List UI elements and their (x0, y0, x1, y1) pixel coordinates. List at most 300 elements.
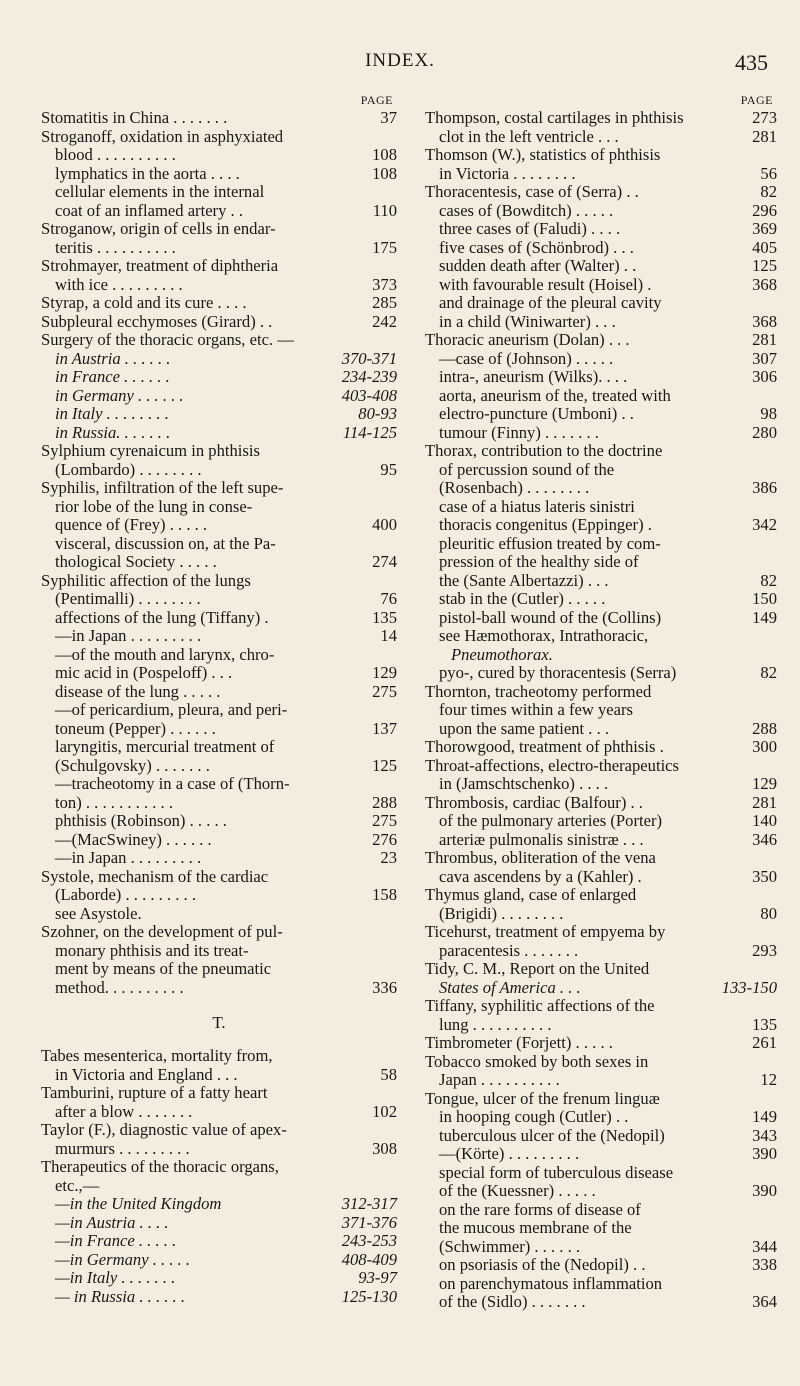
index-entry-text: tuberculous ulcer of the (Nedopil) (439, 1125, 665, 1145)
index-page-ref: 175 (372, 237, 397, 257)
index-entry-text: (Schwimmer) . . . . . . (439, 1236, 581, 1256)
index-page-ref: 242 (372, 311, 397, 331)
index-page-ref: 288 (752, 718, 777, 738)
index-line (425, 1145, 777, 1164)
index-entry-text: Ticehurst, treatment of empyema by (425, 922, 666, 941)
index-page-ref: 300 (752, 737, 777, 756)
index-entry-text: phthisis (Robinson) . . . . . (55, 811, 227, 830)
index-page-ref: 80-93 (358, 404, 397, 423)
index-entry-text: in Austria . . . . . . (55, 348, 171, 368)
index-line (41, 738, 397, 757)
index-page-ref: 308 (372, 1138, 397, 1158)
index-line (41, 1214, 397, 1233)
index-page-ref: 408-409 (341, 1249, 397, 1269)
index-line (425, 405, 777, 424)
index-page-ref: 23 (380, 848, 397, 867)
index-entry-text: in Italy . . . . . . . . (55, 404, 169, 423)
index-entry-text: cava ascendens by a (Kahler) . (439, 866, 642, 886)
index-entry-text: affections of the lung (Tiffany) . (55, 607, 269, 627)
index-entry-text: aorta, aneurism of the, treated with (439, 385, 671, 405)
index-line (425, 572, 777, 591)
index-entry-text: of percussion sound of the (439, 459, 615, 479)
index-line (41, 701, 397, 720)
index-entry-text: thological Society . . . . . (55, 552, 217, 571)
index-page-ref: 129 (752, 774, 777, 793)
index-entry-text: of the (Sidlo) . . . . . . . (439, 1292, 586, 1311)
index-page-ref: 135 (372, 607, 397, 627)
index-entry-text: (Pentimalli) . . . . . . . . (55, 589, 201, 608)
index-entry-text: Thoracic aneurism (Dolan) . . . (425, 330, 630, 349)
index-entry-text: blood . . . . . . . . . . (55, 145, 176, 164)
index-entry-text: Tamburini, rupture of a fatty heart (41, 1083, 268, 1102)
index-entry-text: States of America . . . (439, 977, 581, 997)
index-entries-s (41, 109, 397, 997)
index-line (41, 553, 397, 572)
index-line (425, 220, 777, 239)
index-line (41, 1269, 397, 1288)
index-entry-text: in Germany . . . . . . (55, 385, 184, 405)
index-line (41, 812, 397, 831)
index-line (41, 664, 397, 683)
index-entry-text: Stroganow, origin of cells in endar- (41, 219, 276, 238)
index-entry-text: after a blow . . . . . . . (55, 1101, 193, 1121)
index-entry-text: visceral, discussion on, at the Pa- (55, 533, 276, 553)
section-letter: T. (212, 1013, 226, 1032)
index-line (41, 609, 397, 628)
index-page-ref: 368 (752, 311, 777, 331)
index-line (425, 849, 777, 868)
index-page-ref: 400 (372, 515, 397, 534)
index-entry-text: method. . . . . . . . . . (55, 977, 184, 997)
index-line (425, 1219, 777, 1238)
index-entry-text: —in France . . . . . (55, 1231, 177, 1250)
index-line (425, 257, 777, 276)
index-line (425, 1127, 777, 1146)
page-header (0, 50, 800, 80)
index-entry-text: (Rosenbach) . . . . . . . . (439, 478, 590, 497)
index-page-ref: 336 (372, 977, 397, 997)
index-entry-text: Stomatitis in China . . . . . . . (41, 108, 228, 127)
index-entry-text: in a child (Winiwarter) . . . (439, 311, 616, 331)
index-page-ref: 102 (372, 1101, 397, 1121)
index-line (425, 757, 777, 776)
index-page-ref: 125-130 (341, 1286, 397, 1306)
index-page-ref: 288 (372, 792, 397, 812)
index-page-ref: 98 (760, 404, 777, 423)
index-entry-text: Throat-affections, electro-therapeutics (425, 755, 680, 775)
index-entry-text: monary phthisis and its treat- (55, 940, 249, 960)
index-line (41, 109, 397, 128)
index-entry-text: —tracheotomy in a case of (Thorn- (55, 774, 290, 793)
index-line (425, 350, 777, 369)
index-line (41, 590, 397, 609)
index-line (425, 1293, 777, 1312)
index-page-ref: 306 (752, 367, 777, 386)
index-entry-text: upon the same patient . . . (439, 718, 610, 738)
index-line (41, 1066, 397, 1085)
index-entry-text: lung . . . . . . . . . . (439, 1014, 552, 1034)
index-page-ref: 371-376 (341, 1212, 397, 1232)
index-page-ref: 338 (752, 1255, 777, 1274)
index-entry-text: with ice . . . . . . . . . (55, 274, 183, 294)
index-line (425, 387, 777, 406)
index-line (41, 276, 397, 295)
index-line (425, 812, 777, 831)
index-line (425, 183, 777, 202)
index-line (41, 146, 397, 165)
index-line (41, 1232, 397, 1251)
index-page-ref: 275 (372, 681, 397, 701)
index-line (425, 442, 777, 461)
index-page-ref: 125 (752, 256, 777, 275)
index-entry-text: —case of (Johnson) . . . . . (439, 348, 614, 368)
column-page-label: PAGE (360, 93, 393, 107)
index-entry-text: cellular elements in the internal (55, 182, 265, 201)
index-line (41, 1047, 397, 1066)
index-page-ref: 137 (372, 718, 397, 738)
page-number: 435 (735, 50, 768, 75)
index-line (425, 535, 777, 554)
index-entry-text: (Schulgovsky) . . . . . . . (55, 755, 210, 775)
index-line (41, 405, 397, 424)
index-entry-text: in hooping cough (Cutler) . . (439, 1107, 629, 1126)
index-line (425, 294, 777, 313)
index-line (425, 683, 777, 702)
index-page-ref: 58 (380, 1064, 397, 1084)
index-entry-text: see Hæmothorax, Intrathoracic, (439, 626, 649, 645)
index-entry-text: intra-, aneurism (Wilks). . . . (439, 367, 628, 386)
index-page-ref: 234-239 (341, 367, 397, 386)
index-line (41, 257, 397, 276)
index-entry-text: Tongue, ulcer of the frenum linguæ (425, 1088, 660, 1108)
index-entry-text: murmurs . . . . . . . . . (55, 1138, 190, 1158)
index-entry-text: the (Sante Albertazzi) . . . (439, 570, 609, 590)
index-entry-text: Surgery of the thoracic organs, etc. — (41, 330, 294, 349)
index-entry-text: Syphilitic affection of the lungs (41, 570, 251, 590)
index-page-ref: 390 (752, 1144, 777, 1163)
index-page-ref: 95 (380, 459, 397, 479)
index-entry-text: stab in the (Cutler) . . . . . (439, 589, 606, 608)
index-page-ref: 140 (752, 811, 777, 830)
index-page-ref: 280 (752, 422, 777, 442)
index-line (425, 590, 777, 609)
index-page-ref: 108 (372, 145, 397, 164)
index-line (41, 202, 397, 221)
index-line (425, 627, 777, 646)
index-entry-text: in France . . . . . . (55, 367, 170, 386)
index-line (41, 1288, 397, 1307)
index-line (41, 1121, 397, 1140)
index-line (41, 794, 397, 813)
index-page-ref: 386 (752, 478, 777, 497)
index-entries-t (41, 1047, 397, 1306)
index-page-ref: 390 (752, 1181, 777, 1200)
index-entry-text: ton) . . . . . . . . . . . (55, 792, 173, 812)
index-page-ref: 405 (752, 237, 777, 257)
index-entry-text: —in Japan . . . . . . . . . (55, 848, 202, 867)
index-line (425, 794, 777, 813)
index-entry-text: special form of tuberculous disease (439, 1162, 674, 1182)
index-line (425, 498, 777, 517)
index-page-ref: 133-150 (721, 977, 777, 997)
index-page-ref: 368 (752, 274, 777, 294)
index-entry-text: mic acid in (Pospeloff) . . . (55, 663, 233, 682)
index-entry-text: (Brigidi) . . . . . . . . (439, 903, 564, 923)
index-page-ref: 76 (380, 589, 397, 608)
index-page-ref: 14 (380, 626, 397, 645)
index-entry-text: Tiffany, syphilitic affections of the (425, 996, 655, 1015)
index-entry-text: sudden death after (Walter) . . (439, 256, 637, 275)
index-line (41, 905, 397, 924)
index-page-ref: 275 (372, 811, 397, 830)
index-line (41, 220, 397, 239)
index-line (425, 960, 777, 979)
index-line (425, 905, 777, 924)
index-line (425, 701, 777, 720)
index-line (41, 627, 397, 646)
index-entry-text: (Laborde) . . . . . . . . . (55, 885, 197, 904)
index-entry-text: Taylor (F.), diagnostic value of apex- (41, 1120, 287, 1139)
index-line (41, 831, 397, 850)
index-entry-text: in (Jamschtschenko) . . . . (439, 774, 609, 793)
index-line (41, 535, 397, 554)
index-entry-text: Thompson, costal cartilages in phthisis (425, 108, 684, 127)
index-line (425, 239, 777, 258)
index-page-ref: 370-371 (341, 348, 397, 368)
index-line (41, 868, 397, 887)
index-line (425, 331, 777, 350)
index-entries-t-continued (425, 109, 777, 1312)
index-page-ref: 281 (752, 126, 777, 146)
index-entry-text: in Victoria . . . . . . . . (439, 163, 576, 183)
index-line (41, 757, 397, 776)
index-column-left (41, 92, 397, 1306)
index-line (41, 239, 397, 258)
index-entry-text: Thomson (W.), statistics of phthisis (425, 145, 661, 164)
index-line (41, 1177, 397, 1196)
index-line (41, 1251, 397, 1270)
index-line (425, 109, 777, 128)
index-page-ref: 344 (752, 1236, 777, 1256)
index-entry-text: three cases of (Faludi) . . . . (439, 219, 621, 238)
index-entry-text: rior lobe of the lung in conse- (55, 496, 253, 516)
index-entry-text: —(MacSwiney) . . . . . . (55, 829, 212, 849)
index-page-ref: 307 (752, 348, 777, 368)
index-entry-text: Thorowgood, treatment of phthisis . (425, 737, 664, 756)
index-line (425, 146, 777, 165)
index-entry-text: Stroganoff, oxidation in asphyxiated (41, 126, 284, 146)
index-line (425, 313, 777, 332)
index-line (425, 461, 777, 480)
index-page-ref: 350 (752, 866, 777, 886)
index-page-ref: 82 (760, 570, 777, 590)
index-line (425, 646, 777, 665)
index-line (41, 479, 397, 498)
index-entry-text: four times within a few years (439, 700, 633, 719)
index-entry-text: Syphilis, infiltration of the left supe- (41, 478, 284, 497)
index-page-ref: 149 (752, 607, 777, 627)
index-line (425, 1053, 777, 1072)
index-page-ref: 312-317 (341, 1194, 397, 1213)
index-page-ref: 243-253 (341, 1231, 397, 1250)
index-entry-text: Thorax, contribution to the doctrine (425, 441, 663, 460)
index-line (425, 1108, 777, 1127)
index-page-ref: 343 (752, 1125, 777, 1145)
index-line (41, 1158, 397, 1177)
index-page-ref: 12 (760, 1070, 777, 1089)
index-page-ref: 281 (752, 330, 777, 349)
index-entry-text: Sylphium cyrenaicum in phthisis (41, 441, 260, 460)
index-line (425, 1164, 777, 1183)
index-entry-text: — in Russia . . . . . . (55, 1286, 185, 1306)
index-line (41, 461, 397, 480)
index-page-ref: 274 (372, 552, 397, 571)
index-entry-text: Subpleural ecchymoses (Girard) . . (41, 311, 273, 331)
index-entry-text: disease of the lung . . . . . (55, 681, 221, 701)
index-line (41, 1103, 397, 1122)
index-line (425, 1090, 777, 1109)
index-page-ref: 296 (752, 200, 777, 220)
index-line (41, 683, 397, 702)
index-entry-text: pistol-ball wound of the (Collins) (439, 607, 662, 627)
index-line (41, 368, 397, 387)
index-line (425, 1034, 777, 1053)
index-entry-text: Thrombosis, cardiac (Balfour) . . (425, 792, 643, 812)
index-page-ref: 261 (752, 1033, 777, 1052)
index-entry-text: thoracis congenitus (Eppinger) . (439, 515, 652, 534)
index-page-ref: 150 (752, 589, 777, 608)
index-line (425, 868, 777, 887)
index-line (425, 775, 777, 794)
index-entry-text: —in Germany . . . . . (55, 1249, 191, 1269)
index-entry-text: with favourable result (Hoisel) . (439, 274, 652, 294)
index-line (425, 1275, 777, 1294)
index-entry-text: Strohmayer, treatment of diphtheria (41, 256, 279, 275)
index-entry-text: pression of the healthy side of (439, 552, 639, 571)
index-line (41, 128, 397, 147)
index-entry-text: on psoriasis of the (Nedopil) . . (439, 1255, 646, 1274)
index-entry-text: Timbrometer (Forjett) . . . . . (425, 1033, 613, 1052)
index-page-ref: 110 (372, 200, 397, 220)
index-line (425, 664, 777, 683)
index-line (41, 424, 397, 443)
index-entry-text: pyo-, cured by thoracentesis (Serra) (439, 663, 677, 682)
index-line (41, 331, 397, 350)
index-entry-text: —in Japan . . . . . . . . . (55, 626, 202, 645)
index-entry-text: ment by means of the pneumatic (55, 959, 272, 978)
index-line (41, 516, 397, 535)
index-page-ref: 342 (752, 515, 777, 534)
index-entry-text: Thoracentesis, case of (Serra) . . (425, 182, 639, 201)
index-entry-text: Thymus gland, case of enlarged (425, 885, 637, 904)
index-line (41, 1195, 397, 1214)
index-line (41, 942, 397, 961)
index-entry-text: of the (Kuessner) . . . . . (439, 1181, 596, 1200)
index-entry-text: in Victoria and England . . . (55, 1064, 238, 1084)
index-entry-text: —of pericardium, pleura, and peri- (55, 700, 288, 719)
index-entry-text: —of the mouth and larynx, chro- (55, 644, 275, 664)
index-entry-text: Tidy, C. M., Report on the United (425, 959, 650, 978)
index-page-ref: 346 (752, 829, 777, 849)
index-line (41, 350, 397, 369)
index-line (41, 498, 397, 517)
index-entry-text: (Lombardo) . . . . . . . . (55, 459, 202, 479)
index-line (425, 979, 777, 998)
index-line (41, 1084, 397, 1103)
index-line (425, 165, 777, 184)
index-line (425, 1016, 777, 1035)
index-page-ref: 80 (760, 903, 777, 923)
index-entry-text: five cases of (Schönbrod) . . . (439, 237, 634, 257)
index-entry-text: paracentesis . . . . . . . (439, 940, 579, 960)
index-entry-text: the mucous membrane of the (439, 1218, 632, 1237)
index-page-ref: 37 (380, 108, 397, 127)
index-entry-text: Szohner, on the development of pul- (41, 922, 283, 941)
index-line (41, 849, 397, 868)
index-entry-text: case of a hiatus lateris sinistri (439, 496, 635, 516)
index-page-ref: 108 (372, 163, 397, 183)
index-line (425, 738, 777, 757)
index-entry-text: on parenchymatous inflammation (439, 1273, 663, 1293)
index-line (425, 202, 777, 221)
index-entry-text: Pneumothorax. (451, 644, 553, 664)
index-line (41, 960, 397, 979)
index-line (425, 1182, 777, 1201)
index-entry-text: in Russia. . . . . . . (55, 422, 171, 442)
index-entry-text: —in Austria . . . . (55, 1212, 169, 1232)
index-line (425, 516, 777, 535)
index-line (41, 165, 397, 184)
index-page-ref: 93-97 (358, 1268, 397, 1287)
index-line (41, 572, 397, 591)
column-page-label: PAGE (740, 93, 773, 107)
index-line (425, 886, 777, 905)
index-line (41, 720, 397, 739)
index-entry-text: Styrap, a cold and its cure . . . . (41, 293, 247, 312)
index-page-ref: 56 (760, 163, 777, 183)
index-line (41, 1140, 397, 1159)
index-entry-text: Japan . . . . . . . . . . (439, 1070, 560, 1089)
index-entry-text: cases of (Bowditch) . . . . . (439, 200, 614, 220)
index-page-ref: 129 (372, 663, 397, 682)
index-line (425, 1256, 777, 1275)
index-entry-text: quence of (Frey) . . . . . (55, 515, 208, 534)
index-page-ref: 369 (752, 219, 777, 238)
index-line (41, 387, 397, 406)
index-entry-text: arteriæ pulmonalis sinistræ . . . (439, 829, 644, 849)
index-page-ref: 293 (752, 940, 777, 960)
index-entry-text: see Asystole. (55, 903, 142, 923)
index-line (425, 923, 777, 942)
index-entry-text: toneum (Pepper) . . . . . . (55, 718, 216, 738)
index-line (425, 831, 777, 850)
index-page-ref: 82 (760, 182, 777, 201)
index-page-ref: 285 (372, 293, 397, 312)
index-entry-text: tumour (Finny) . . . . . . . (439, 422, 599, 442)
index-line (41, 979, 397, 998)
index-entry-text: Tabes mesenterica, mortality from, (41, 1046, 273, 1065)
index-line (425, 553, 777, 572)
index-entry-text: and drainage of the pleural cavity (439, 293, 662, 312)
index-entry-text: electro-puncture (Umboni) . . (439, 404, 634, 423)
index-entry-text: clot in the left ventricle . . . (439, 126, 619, 146)
index-page-ref: 403-408 (341, 385, 397, 405)
index-line (425, 1201, 777, 1220)
index-entry-text: coat of an inflamed artery . . (55, 200, 243, 220)
index-page-ref: 125 (372, 755, 397, 775)
index-line (41, 886, 397, 905)
index-entry-text: —(Körte) . . . . . . . . . (439, 1144, 580, 1163)
